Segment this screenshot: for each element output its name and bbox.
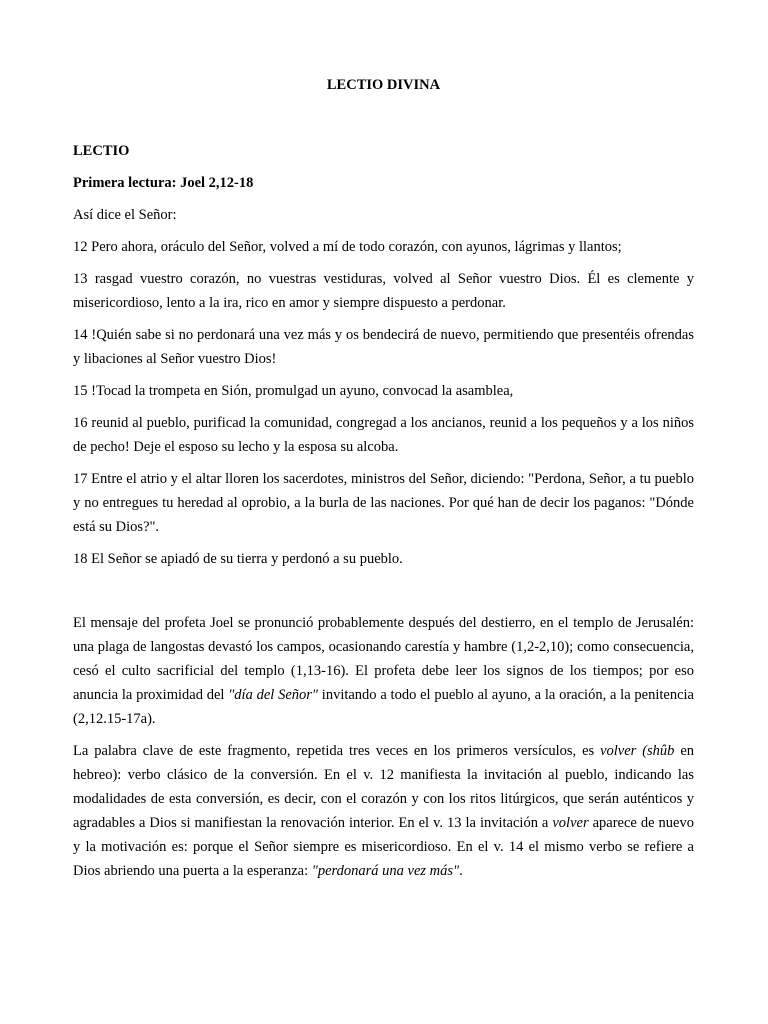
reading-intro: Así dice el Señor: (73, 207, 177, 223)
commentary-text: en hebreo): verbo clásico de la conversión. En el v. 12 manifiesta la invitación al pueblo, indicando las modalidades de esta conversión, es decir, con el corazón y con los ritos litúrgicos, que serán auténticos y agradables a Dios si manifiestan la renovación interior. En el v. 13 la invitación a (73, 743, 695, 831)
commentary-paragraph-2 (73, 739, 694, 883)
commentary-emphasis: volver (shûb (600, 743, 675, 759)
commentary-text: invitando a todo el pueblo al ayuno, a la oración, a la penitencia (2,12.15-17a). (73, 687, 694, 727)
document-title: LECTIO DIVINA (326, 77, 441, 93)
commentary-emphasis: "perdonará una vez más" (311, 863, 460, 879)
commentary-paragraph-1 (73, 611, 694, 731)
commentary-emphasis: volver (552, 815, 589, 831)
document-body (73, 139, 694, 891)
verse-13: 13 rasgad vuestro corazón, no vuestras vestiduras, volved al Señor vuestro Dios. Él es clemente y misericordioso, lento a la ira, rico en amor y siempre dispuesto a perdonar. (73, 271, 694, 311)
verse-14: 14 !Quién sabe si no perdonará una vez más y os bendecirá de nuevo, permitiendo que presentéis ofrendas y libaciones al Señor vuestro Dios! (73, 327, 694, 367)
commentary-text: El mensaje del profeta Joel se pronunció probablemente después del destierro, en el templo de Jerusalén: una plaga de langostas devastó los campos, ocasionando carestía y hambre (1,2-2,10); como consecuencia, cesó el culto sacrificial del templo (1,13-16). El profeta debe leer los signos de los tiempos; por eso anuncia la proximidad del (73, 615, 694, 703)
verse-16: 16 reunid al pueblo, purificad la comunidad, congregad a los ancianos, reunid a los pequeños y a los niños de pecho! Deje el esposo su lecho y la esposa su alcoba. (73, 415, 694, 455)
paragraph-spacer (73, 579, 694, 611)
verse-17: 17 Entre el atrio y el altar lloren los sacerdotes, ministros del Señor, diciendo: "Perdona, Señor, a tu pueblo y no entregues tu heredad al oprobio, a la burla de las naciones. Por qué han de decir los paganos: "Dónde está su Dios?". (73, 471, 694, 535)
commentary-text: La palabra clave de este fragmento, repetida tres veces en los primeros versículos, es (73, 743, 601, 759)
commentary-text: . (459, 863, 463, 879)
reading-heading: Primera lectura: Joel 2,12-18 (73, 175, 254, 191)
verse-18: 18 El Señor se apiadó de su tierra y perdonó a su pueblo. (73, 551, 403, 567)
commentary-text: aparece de nuevo y la motivación es: porque el Señor siempre es misericordioso. En el v. 14 el mismo verbo se refiere a Dios abriendo una puerta a la esperanza: (73, 815, 694, 879)
section-heading: LECTIO (73, 143, 130, 159)
commentary-emphasis: "día del Señor" (228, 687, 319, 703)
verse-12: 12 Pero ahora, oráculo del Señor, volved a mí de todo corazón, con ayunos, lágrimas y llantos; (73, 239, 622, 255)
verse-15: 15 !Tocad la trompeta en Sión, promulgad un ayuno, convocad la asamblea, (73, 383, 514, 399)
